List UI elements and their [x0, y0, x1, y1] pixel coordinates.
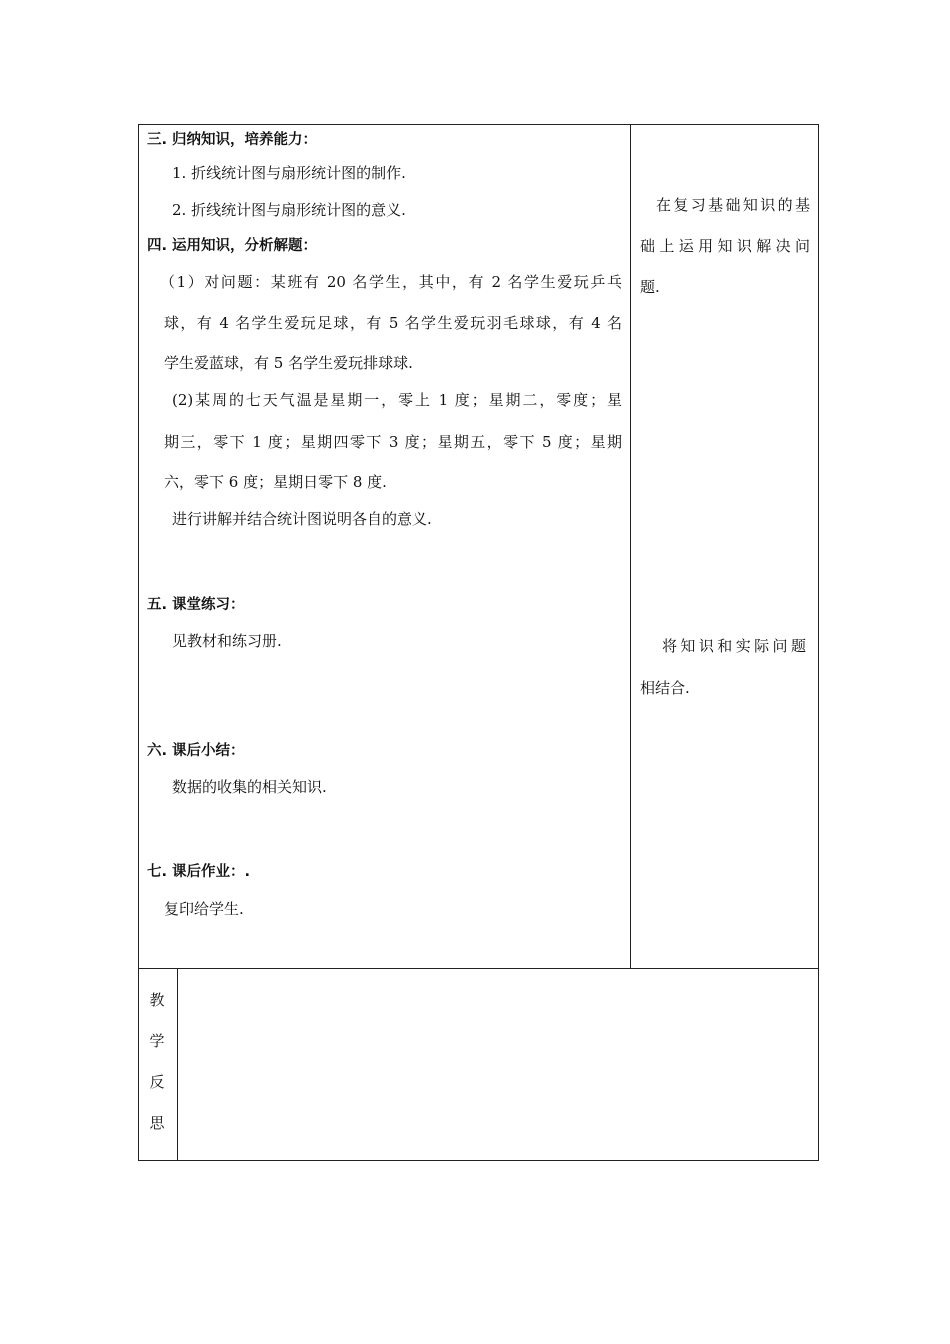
- section-5-line-1: 见教材和练习册.: [172, 632, 282, 650]
- section-3-line-2: 2. 折线统计图与扇形统计图的意义.: [172, 201, 406, 219]
- note-1-line-1: 在复习基础知识的基: [656, 196, 810, 214]
- table-border-left: [138, 124, 139, 1161]
- reflection-content-area: [178, 969, 818, 1160]
- section-3-heading: 三. 归纳知识，培养能力：: [147, 132, 318, 148]
- notes-column-divider: [630, 124, 631, 969]
- table-border-top: [138, 124, 819, 125]
- section-4-line-5: 期三，零下 1 度；星期四零下 3 度；星期五，零下 5 度；星期: [164, 433, 622, 451]
- section-5-heading: 五. 课堂练习：: [147, 597, 245, 613]
- section-3-line-1: 1. 折线统计图与扇形统计图的制作.: [172, 164, 406, 182]
- reflection-label-char-4: 思: [149, 1114, 165, 1132]
- section-7-heading: 七. 课后作业：.: [147, 864, 251, 880]
- section-4-line-7: 进行讲解并结合统计图说明各自的意义.: [172, 510, 432, 528]
- section-4-line-6: 六，零下 6 度；星期日零下 8 度.: [164, 473, 387, 491]
- table-border-right: [818, 124, 819, 1161]
- reflection-label-char-2: 学: [149, 1032, 165, 1050]
- note-2-line-2: 相结合.: [640, 679, 690, 697]
- section-4-line-2: 球，有 4 名学生爱玩足球，有 5 名学生爱玩羽毛球球，有 4 名: [164, 314, 622, 332]
- section-4-heading: 四. 运用知识，分析解题：: [147, 238, 318, 254]
- section-4-line-1: （1）对问题：某班有 20 名学生，其中，有 2 名学生爱玩乒乓: [160, 273, 622, 291]
- table-border-bottom: [138, 1160, 819, 1161]
- section-4-line-4: (2)某周的七天气温是星期一，零上 1 度；星期二，零度；星: [172, 391, 622, 409]
- reflection-label-char-3: 反: [149, 1073, 165, 1091]
- section-6-heading: 六. 课后小结：: [147, 743, 245, 759]
- section-7-line-1: 复印给学生.: [164, 900, 244, 918]
- note-1-line-3: 题.: [640, 278, 660, 296]
- section-4-line-3: 学生爱蓝球，有 5 名学生爱玩排球球.: [164, 354, 413, 372]
- note-1-line-2: 础上运用知识解决问: [640, 237, 810, 255]
- section-6-line-1: 数据的收集的相关知识.: [172, 778, 327, 796]
- reflection-label-char-1: 教: [149, 991, 165, 1009]
- note-2-line-1: 将知识和实际问题: [662, 637, 806, 655]
